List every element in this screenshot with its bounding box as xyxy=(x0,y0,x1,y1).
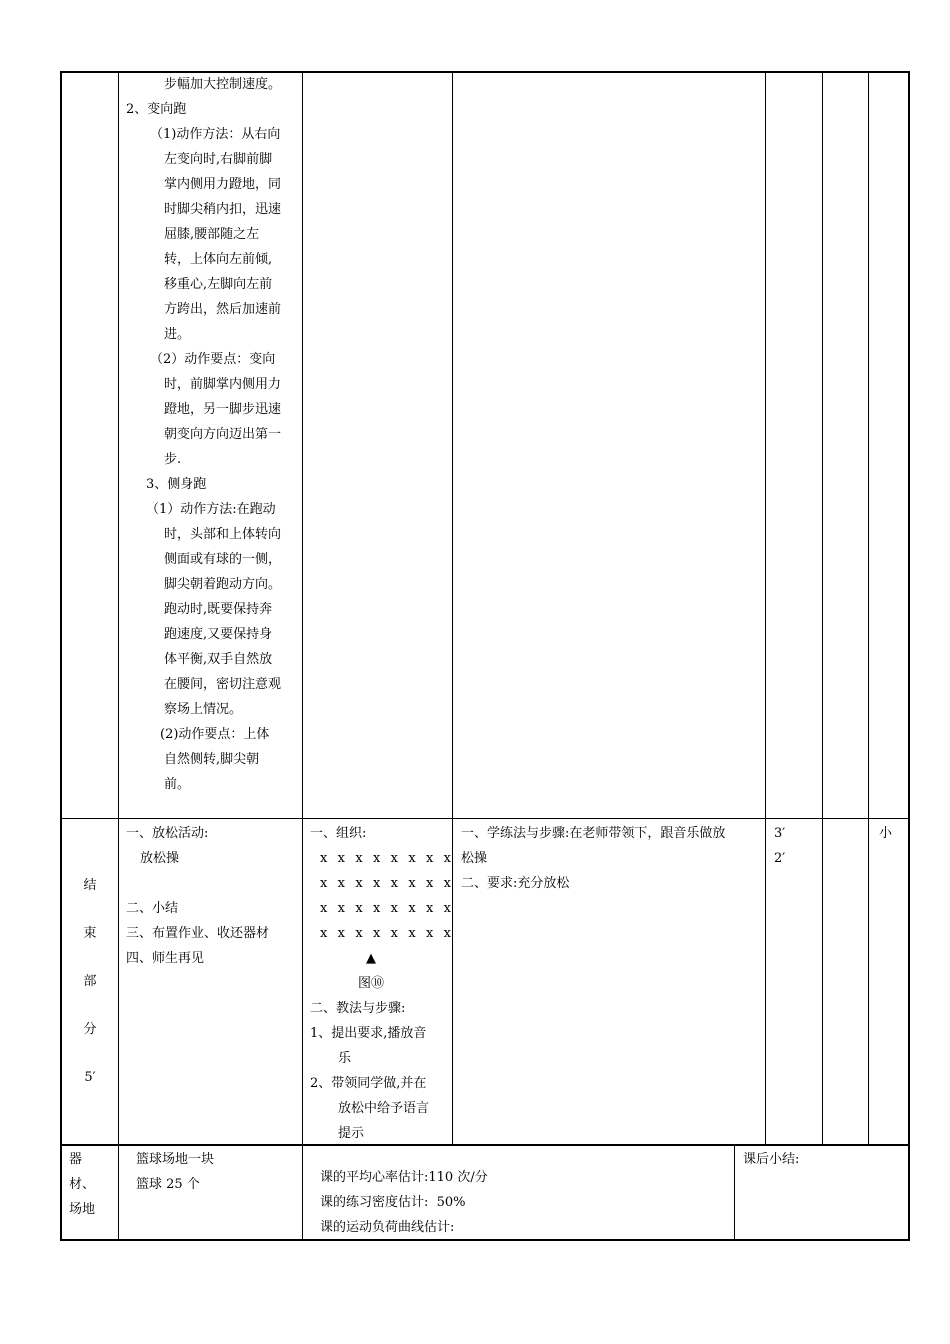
note-line: 体平衡,双手自然放 xyxy=(164,652,273,667)
note-line: 步. xyxy=(164,452,182,467)
note-line: 掌内侧用力蹬地，同 xyxy=(164,177,282,192)
part-label-char: 束 xyxy=(83,926,97,941)
organization-block xyxy=(310,821,455,1146)
note-line: 转，上体向左前倾, xyxy=(164,252,273,267)
end-content xyxy=(126,821,269,971)
note-line: 跑动时,既要保持奔 xyxy=(164,602,273,617)
end-part-label xyxy=(62,874,118,1090)
student-line: 一、学练法与步骤:在老师带领下，跟音乐做放 xyxy=(461,826,726,841)
student-line: 松操 xyxy=(461,851,488,866)
formation-row: x x x x x x x x xyxy=(320,851,455,866)
note-line: 朝变向方向迈出第一 xyxy=(164,427,282,442)
equipment-label xyxy=(69,1147,95,1222)
part-label-char: 部 xyxy=(83,974,97,989)
equipment-item: 篮球 25 个 xyxy=(136,1177,200,1192)
load-estimates xyxy=(320,1165,488,1240)
note-line: 侧面或有球的一侧， xyxy=(164,552,282,567)
col-line-bottom xyxy=(734,1145,735,1241)
student-practice xyxy=(461,821,725,896)
method-step: 2、带领同学做,并在 xyxy=(310,1076,427,1091)
label-line: 场地 xyxy=(69,1202,96,1217)
note-line: 跑速度,又要保持身 xyxy=(164,627,273,642)
time-column xyxy=(774,821,785,871)
note-line: 自然侧转,脚尖朝 xyxy=(164,752,260,767)
col-line-2 xyxy=(302,71,303,1241)
row-line-2 xyxy=(60,1144,910,1146)
estimate-line: 课的运动负荷曲线估计: xyxy=(320,1220,455,1235)
part-label-char: 5′ xyxy=(84,1070,96,1085)
method-step: 放松中给予语言 xyxy=(338,1101,430,1116)
col-line-6 xyxy=(868,71,869,1145)
note-line: 移重心,左脚向左前 xyxy=(164,277,273,292)
note-line: 步幅加大控制速度。 xyxy=(164,77,282,92)
part-label-char: 分 xyxy=(83,1022,97,1037)
note-line: （1)动作方法：从右向 xyxy=(150,127,281,142)
note-line: 时脚尖稍内扣，迅速 xyxy=(164,202,282,217)
method-step: 乐 xyxy=(338,1051,352,1066)
content-line: 放松操 xyxy=(140,851,180,866)
note-line: 蹬地，另一脚步迅速 xyxy=(164,402,282,417)
estimate-line: 课的练习密度估计: 50% xyxy=(320,1195,466,1210)
estimate-line: 课的平均心率估计:110 次/分 xyxy=(320,1170,488,1185)
technique-notes xyxy=(126,72,281,797)
note-line: 在腰间，密切注意观 xyxy=(164,677,282,692)
summary-label: 课后小结: xyxy=(743,1152,800,1167)
col-line-1 xyxy=(118,71,119,1241)
col-line-5 xyxy=(822,71,823,1145)
time-value: 2′ xyxy=(774,851,786,866)
note-line: 察场上情况。 xyxy=(164,702,243,717)
student-line: 二、要求:充分放松 xyxy=(461,876,570,891)
organization-heading: 一、组织: xyxy=(310,826,367,841)
note-line: 屈膝,腰部随之左 xyxy=(164,227,260,242)
note-line: 2、变向跑 xyxy=(126,102,187,117)
note-line: 3、侧身跑 xyxy=(146,477,207,492)
equipment-item: 篮球场地一块 xyxy=(136,1152,215,1167)
method-step: 1、提出要求,播放音 xyxy=(310,1026,427,1041)
content-line: 二、小结 xyxy=(126,901,179,916)
note-line: 方跨出，然后加速前 xyxy=(164,302,282,317)
note-line: 左变向时,右脚前脚 xyxy=(164,152,273,167)
note-line: 脚尖朝着跑动方向。 xyxy=(164,577,282,592)
formation-row: x x x x x x x x xyxy=(320,926,455,941)
time-value: 3′ xyxy=(774,826,786,841)
note-line: 时，前脚掌内侧用力 xyxy=(164,377,282,392)
method-step: 提示 xyxy=(338,1126,365,1141)
label-line: 器 xyxy=(69,1152,83,1167)
content-line xyxy=(126,871,269,896)
content-line: 一、放松活动: xyxy=(126,826,209,841)
formation-row: x x x x x x x x xyxy=(320,876,455,891)
formation-row: x x x x x x x x xyxy=(320,901,455,916)
label-line: 材、 xyxy=(69,1177,96,1192)
figure-label: 图⑩ xyxy=(358,976,385,991)
note-line: (2)动作要点：上体 xyxy=(160,727,270,742)
note-line: 进。 xyxy=(164,327,191,342)
part-label-char: 结 xyxy=(83,878,97,893)
method-heading: 二、教法与步骤: xyxy=(310,1001,406,1016)
equipment-list xyxy=(136,1147,214,1197)
content-line: 三、布置作业、收还器材 xyxy=(126,926,270,941)
row-line-1 xyxy=(60,818,910,819)
content-line: 四、师生再见 xyxy=(126,951,205,966)
col-line-3 xyxy=(452,71,453,1145)
note-line: 时，头部和上体转向 xyxy=(164,527,282,542)
note-line: 前。 xyxy=(164,777,191,792)
teacher-marker-icon: ▲ xyxy=(366,951,376,966)
note-line: （2）动作要点：变向 xyxy=(150,352,276,367)
note-line: （1）动作方法:在跑动 xyxy=(146,502,276,517)
intensity-value: 小 xyxy=(879,826,893,841)
col-line-4 xyxy=(765,71,766,1145)
